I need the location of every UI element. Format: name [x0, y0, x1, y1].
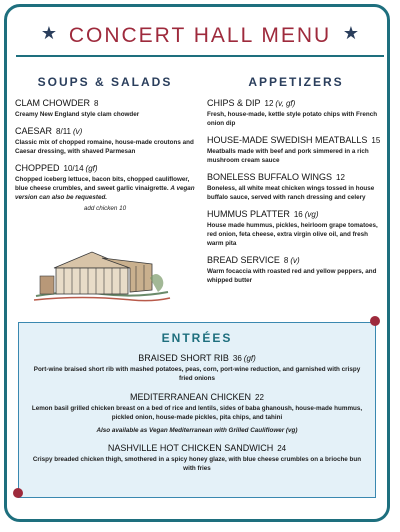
- item-price: 12: [264, 99, 274, 108]
- title-row: [0, 18, 400, 54]
- item-name: CAESAR: [15, 126, 53, 136]
- item-name: BRAISED SHORT RIB: [138, 353, 229, 363]
- item-price: 8: [94, 99, 99, 108]
- item-price: 12: [336, 173, 345, 182]
- item-name: CHOPPED: [15, 163, 60, 173]
- item-name: HUMMUS PLATTER: [207, 209, 290, 219]
- decorative-dot: [370, 316, 380, 326]
- menu-item: [207, 134, 385, 165]
- item-description: Meatballs made with beef and pork simmered in a rich mushroom cream sauce: [207, 148, 369, 164]
- menu-item: [19, 442, 375, 473]
- item-price: 16: [293, 210, 303, 219]
- star-icon: ★: [40, 23, 58, 43]
- item-description: Classic mix of chopped romaine, house-made croutons and Caesar dressing, with shaved Parmesan: [15, 139, 194, 155]
- menu-item: [207, 208, 385, 248]
- item-description: Warm focaccia with roasted red and yellow peppers, and whipped butter: [207, 268, 377, 284]
- item-description: Chopped iceberg lettuce, bacon bits, chopped cauliflower, blue cheese crumbles, and sweet garlic vinaigrette. A vegan version can also be requested.: [15, 176, 195, 201]
- item-diet-tag: (v): [73, 127, 83, 136]
- star-icon: ★: [342, 23, 360, 43]
- item-description: Lemon basil grilled chicken breast on a bed of rice and lentils, sides of baba ghanoush, house-made hummus, pickled onion, house-made pickles, pita chips, and tahini: [31, 405, 363, 421]
- item-name: MEDITERRANEAN CHICKEN: [130, 392, 252, 402]
- item-name: CHIPS & DIP: [207, 98, 261, 108]
- title-divider: [16, 55, 384, 57]
- item-diet-tag: (gf): [243, 354, 256, 363]
- item-price: 15: [371, 136, 381, 145]
- page-title: CONCERT HALL MENU: [68, 24, 332, 47]
- item-diet-tag: (v, gf): [275, 99, 296, 108]
- menu-item: [19, 352, 375, 383]
- appetizers-section: [207, 75, 385, 291]
- item-description: Boneless, all white meat chicken wings tossed in house buffalo sauce, served with ranch dressing and celery: [207, 185, 375, 201]
- item-price: 36: [232, 354, 242, 363]
- menu-item: [19, 391, 375, 422]
- item-description: House made hummus, pickles, heirloom grape tomatoes, red onion, feta cheese, extra virgin olive oil, and fresh warm pita: [207, 222, 378, 247]
- item-name: BREAD SERVICE: [207, 255, 280, 265]
- menu-item: [15, 162, 195, 213]
- entrees-section: [18, 322, 376, 498]
- item-diet-tag: (vg): [304, 210, 319, 219]
- section-title-entrees: ENTRÉES: [161, 331, 233, 345]
- menu-item: [207, 254, 385, 285]
- item-name: HOUSE-MADE SWEDISH MEATBALLS: [207, 135, 368, 145]
- item-price: 8/11: [56, 127, 71, 136]
- item-name: BONELESS BUFFALO WINGS: [207, 172, 333, 182]
- item-description: Port-wine braised short rib with mashed potatoes, peas, corn, port-wine reduction, and garnished with crispy fried onions: [33, 366, 361, 382]
- item-description: Crispy breaded chicken thigh, smothered in a spicy honey glaze, with blue cheese crumbles on a brioche bun with fries: [32, 456, 362, 472]
- item-price: 24: [277, 444, 287, 453]
- entree-alt-note: Also available as Vegan Mediterranean with Grilled Cauliflower (vg): [96, 427, 298, 434]
- item-diet-tag: (gf): [85, 164, 98, 173]
- item-price: 22: [255, 393, 264, 402]
- item-name: NASHVILLE HOT CHICKEN SANDWICH: [107, 443, 274, 453]
- section-title-soups-salads: SOUPS & SALADS: [37, 75, 173, 89]
- soups-salads-section: [15, 75, 195, 219]
- item-description: Fresh, house-made, kettle style potato chips with French onion dip: [207, 111, 378, 127]
- item-note: A vegan version can also be requested.: [15, 185, 195, 201]
- item-description: Creamy New England style clam chowder: [15, 111, 140, 118]
- menu-item: [207, 97, 385, 128]
- menu-item: [15, 97, 195, 119]
- item-diet-tag: (v): [290, 256, 300, 265]
- concert-hall-sketch: [32, 238, 172, 308]
- item-price: 8: [283, 256, 289, 265]
- item-price: 10/14: [63, 164, 84, 173]
- decorative-dot: [13, 488, 23, 498]
- item-name: CLAM CHOWDER: [15, 98, 91, 108]
- section-title-appetizers: APPETIZERS: [248, 75, 344, 89]
- menu-item: [15, 125, 195, 156]
- menu-item: [207, 171, 385, 202]
- addon-note: add chicken 10: [83, 205, 127, 212]
